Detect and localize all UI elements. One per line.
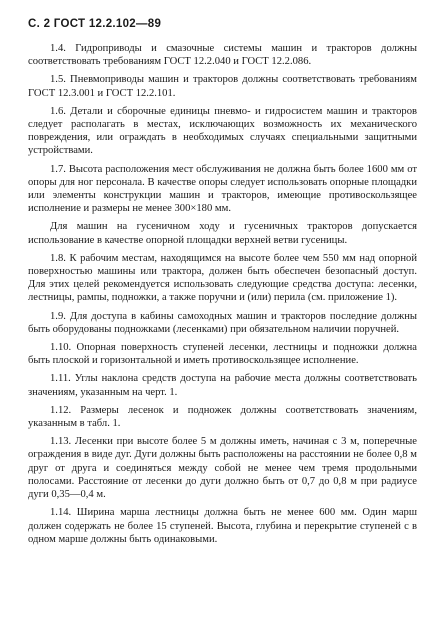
paragraph-1-8: 1.8. К рабочим местам, находящимся на высоте более чем 550 мм над опорной поверхностью машины или трактора, должен быть обеспечен безопасный доступ. Для этих целей рекомендуется использовать следующие средства доступа: лесенки, лестницы, рампы, подножки, а также поручни и (или) перила (см. приложение 1). <box>28 252 417 304</box>
paragraph-1-11: 1.11. Углы наклона средств доступа на рабочие места должны соответствовать значениям, указанным на черт. 1. <box>28 373 417 398</box>
paragraph-1-5: 1.5. Пневмоприводы машин и тракторов должны соответствовать требованиям ГОСТ 12.3.001 и ГОСТ 12.2.101. <box>28 74 417 99</box>
paragraph-1-13: 1.13. Лесенки при высоте более 5 м должны иметь, начиная с 3 м, поперечные ограждения в виде дуг. Дуги должны быть расположены на расстоянии не более 0,8 м друг от друга и соединяться между собой не менее чем тремя продольными полосами. Расстояние от лесенки до дуги должно быть от 0,7 до 0,8 м при радиусе дуги 0,35—0,4 м. <box>28 436 417 501</box>
paragraph-1-12: 1.12. Размеры лесенок и подножек должны соответствовать значениям, указанным в табл. 1. <box>28 404 417 430</box>
paragraph-1-9: 1.9. Для доступа в кабины самоходных машин и тракторов последние должны быть оборудованы подножками (лесенками) при обязательном наличии поручней. <box>28 310 417 335</box>
paragraph-1-7: 1.7. Высота расположения мест обслуживания не должна быть более 1600 мм от опоры для ног персонала. В качестве опоры следует использовать опорные площадки или элементы конструкции машин и тракторов, имеющие противоскользящее исполнение и размеры не менее 300×180 мм. <box>28 163 417 215</box>
page-header: С. 2 ГОСТ 12.2.102—89 <box>28 18 162 30</box>
paragraph-1-14: 1.14. Ширина марша лестницы должна быть не менее 600 мм. Один марш должен содержать не более 15 ступеней. Высота, глубина и перекрытие ступеней с в одном марше должны быть одинаковыми. <box>28 507 417 545</box>
paragraph-1-4: 1.4. Гидроприводы и смазочные системы машин и тракторов должны соответствовать требованиям ГОСТ 12.2.040 и ГОСТ 12.2.086. <box>28 43 417 68</box>
paragraph-1-7-note: Для машин на гусеничном ходу и гусеничных тракторов допускается использование в качестве опорной площадки верхней ветви гусеницы. <box>28 221 417 246</box>
paragraph-1-10: 1.10. Опорная поверхность ступеней лесенки, лестницы и подножки должна быть плоской и горизонтальной и иметь противоскользящее исполнение. <box>28 342 417 367</box>
paragraph-1-6: 1.6. Детали и сборочные единицы пневмо- и гидросистем машин и тракторов следует располагать в местах, исключающих возможность их механического повреждения, или ограждать в необходимых случаях специальными защитными устройствами. <box>28 105 417 157</box>
